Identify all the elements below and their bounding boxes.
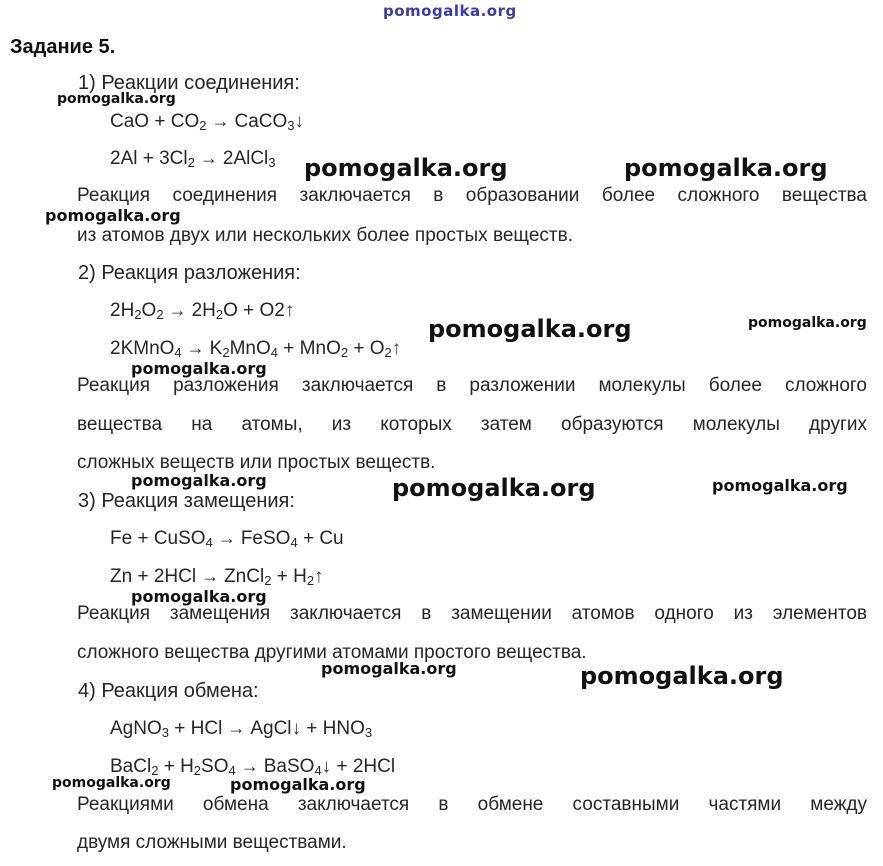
section-3-heading: 3) Реакция замещения: [78,490,295,512]
subscript: 3 [287,118,295,133]
formula-text: Fe + CuSO [110,528,206,549]
formula-text: MnO [229,338,271,359]
subscript: 2 [384,345,392,360]
section-4-equation-1 [110,718,372,740]
watermark: pomogalka.org [624,154,828,182]
formula-text: + 2HCl [331,756,396,777]
watermark: pomogalka.org [748,315,867,331]
subscript: 4 [314,763,322,778]
subscript: 2 [215,307,224,322]
section-2-paragraph-line-2: вещества на атомы, из которых затем образуются молекулы других [77,414,867,435]
section-2-heading: 2) Реакция разложения: [78,262,301,284]
formula-text: SO [201,756,229,777]
subscript: 2 [264,573,272,588]
watermark: pomogalka.org [131,587,267,606]
gas-arrow-icon: ↑ [314,566,324,587]
subscript: 2 [156,307,164,322]
precipitate-arrow-icon: ↓ [321,756,332,777]
reaction-arrow-icon: → [181,338,210,358]
watermark: pomogalka.org [321,659,457,678]
precipitate-arrow-icon: ↓ [294,111,305,132]
section-1-equation-1 [110,111,304,133]
formula-text: CaO + CO [110,111,200,132]
formula-text: + MnO [278,338,341,359]
subscript: 3 [268,155,276,170]
formula-text: BaCl [110,756,152,777]
reaction-arrow-icon: → [163,300,192,320]
formula-text: + HCl [168,718,223,739]
formula-text: + H [271,566,307,587]
formula-text: 2KMnO [110,338,175,359]
formula-text: CaCO [234,111,288,132]
subscript: 4 [270,345,279,360]
formula-text: + Cu [297,528,344,549]
formula-text: K [209,338,223,359]
section-2-equation-2 [110,338,401,360]
reaction-arrow-icon: → [212,528,241,548]
precipitate-arrow-icon: ↓ [291,718,302,739]
subscript: 2 [151,763,159,778]
subscript: 2 [187,155,195,170]
formula-text: O [141,300,157,321]
section-3-equation-2 [110,566,324,588]
section-1-equation-2 [110,148,276,170]
subscript: 4 [228,763,236,778]
formula-text: AgCl [250,718,292,739]
reaction-arrow-icon: → [206,111,235,131]
section-2-equation-1 [110,300,294,322]
subscript: 2 [193,763,202,778]
subscript: 3 [161,725,169,740]
section-4-paragraph-line-1: Реакциями обмена заключается в обмене составными частями между [77,794,867,815]
reaction-arrow-icon: → [222,718,251,738]
reaction-arrow-icon: → [235,756,264,776]
watermark: pomogalka.org [230,775,366,794]
formula-text: ZnCl [224,566,265,587]
subscript: 2 [222,345,230,360]
formula-text: 2H [191,300,216,321]
gas-arrow-icon: ↑ [284,300,295,321]
watermark: pomogalka.org [131,359,267,378]
section-3-equation-1 [110,528,344,550]
section-3-paragraph-line-2: сложного вещества другими атомами простого вещества. [77,642,587,663]
section-2-paragraph-line-1: Реакция разложения заключается в разложении молекулы более сложного [77,375,867,396]
watermark: pomogalka.org [712,476,848,495]
formula-text: + O [348,338,385,359]
watermark: pomogalka.org [131,471,267,490]
formula-text: 2AlCl [222,148,269,169]
watermark: pomogalka.org [580,662,784,690]
watermark: pomogalka.org [45,206,181,225]
section-3-paragraph-line-1: Реакция замещения заключается в замещении атомов одного из элементов [77,603,867,624]
formula-text: FeSO [240,528,291,549]
formula-text: + HNO [301,718,365,739]
watermark: pomogalka.org [428,315,632,343]
watermark: pomogalka.org [392,474,596,502]
subscript: 2 [134,307,142,322]
section-4-heading: 4) Реакция обмена: [78,680,259,702]
formula-text: 2H [110,300,135,321]
watermark: pomogalka.org [57,91,176,107]
section-1-heading: 1) Реакции соединения: [78,72,300,94]
subscript: 3 [364,725,373,740]
section-4-paragraph-line-2: двумя сложными веществами. [77,832,347,853]
section-1-paragraph-line-2: из атомов двух или нескольких более простых веществ. [77,225,573,246]
formula-text: AgNO [110,718,162,739]
section-1-paragraph-line-1: Реакция соединения заключается в образовании более сложного вещества [77,185,867,206]
reaction-arrow-icon: → [194,148,223,168]
gas-arrow-icon: ↑ [391,338,402,359]
page-title: Задание 5. [10,36,116,58]
formula-text: BaSO [263,756,315,777]
subscript: 2 [340,345,349,360]
formula-text: Zn + 2HCl [110,566,197,587]
subscript: 4 [174,345,182,360]
section-2-paragraph-line-3: сложных веществ или простых веществ. [77,452,436,473]
formula-text: 2Al + 3Cl [110,148,188,169]
subscript: 2 [199,118,207,133]
watermark: pomogalka.org [304,154,508,182]
reaction-arrow-icon: → [196,566,225,586]
formula-text: + H [158,756,194,777]
site-watermark-top: pomogalka.org [383,2,517,20]
watermark: pomogalka.org [52,775,171,791]
subscript: 4 [205,535,213,550]
subscript: 4 [290,535,298,550]
formula-text: O + O2 [223,300,285,321]
subscript: 2 [306,573,315,588]
